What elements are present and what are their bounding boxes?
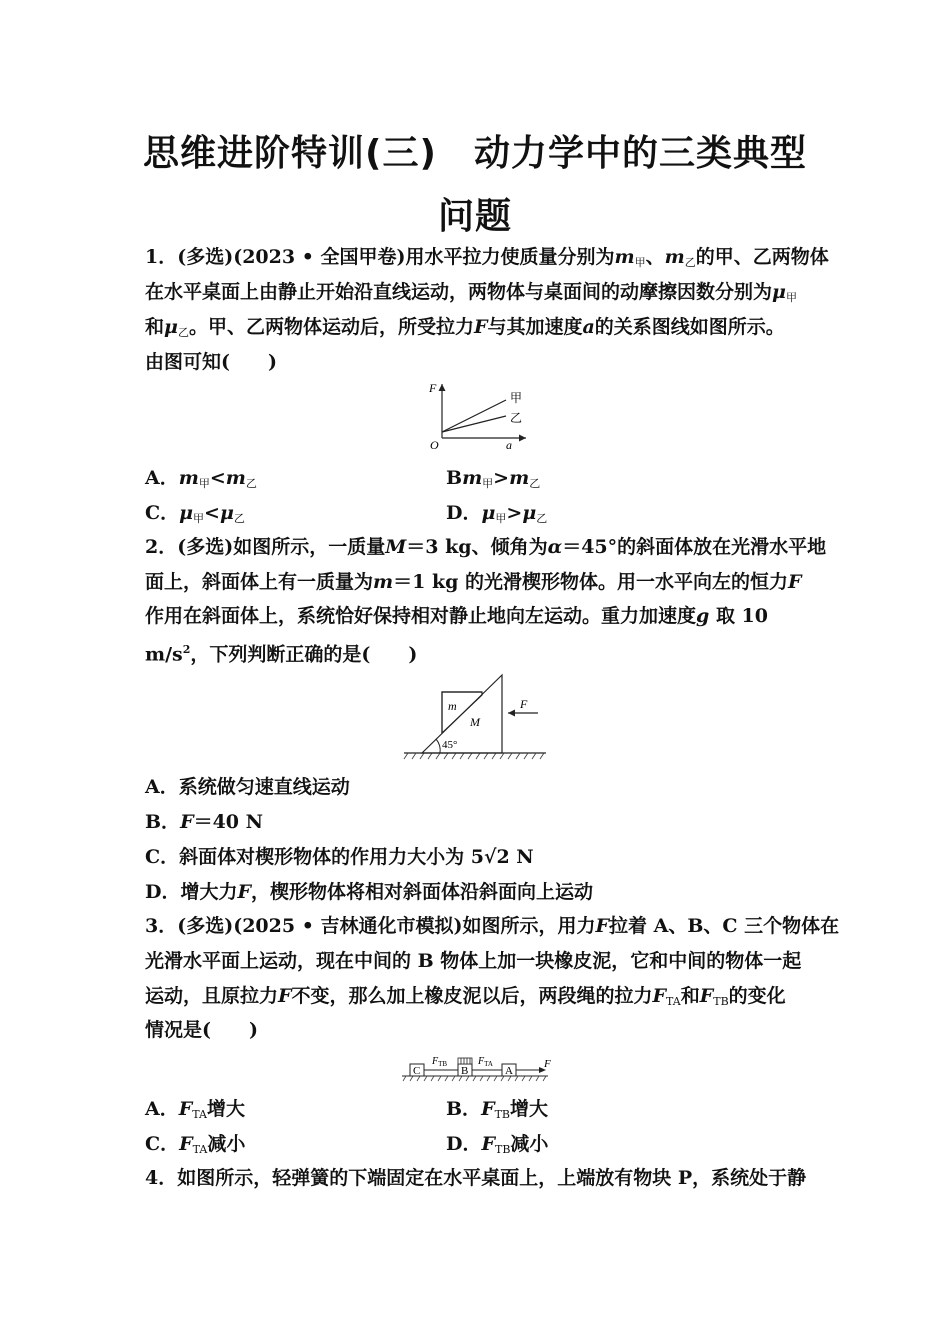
q2-line-1: 2．(多选)如图所示，一质量M＝3 kg、倾角为α＝45°的斜面体放在光滑水平地 (145, 536, 827, 558)
q1-option-d[interactable]: D．$\mu_甲>\mu_乙$ (446, 502, 548, 525)
q2-option-a[interactable]: A．系统做匀速直线运动 (145, 776, 350, 798)
q1-option-b[interactable]: $Bm_甲>m_乙$ (446, 467, 541, 490)
q1-option-a[interactable]: A．$m_甲<m_乙$ (145, 467, 257, 490)
q2-line-4: $m/s^2$，下列判断正确的是( ) (145, 643, 418, 666)
q1-graph-F: F (429, 381, 437, 395)
q3-label-c: C (413, 1065, 421, 1077)
q2-line-2: 面上，斜面体上有一质量为m＝1 kg 的光滑楔形物体。用一水平向左的恒力F (145, 571, 802, 593)
q3-label-f: F (544, 1058, 551, 1070)
q3-line-2: 光滑水平面上运动，现在中间的 B 物体上加一块橡皮泥，它和中间的物体一起 (145, 950, 802, 972)
q2-option-c[interactable]: C．斜面体对楔形物体的作用力大小为 5√2 N (145, 846, 534, 868)
page-title-continued: 问题 (437, 196, 512, 237)
q3-option-a[interactable]: A．$F_{TA}$增大 (145, 1098, 245, 1121)
q2-label-F: F (520, 697, 528, 711)
q2-line-3: 作用在斜面体上，系统恰好保持相对静止地向左运动。重力加速度g 取 10 (145, 605, 768, 627)
q1-option-c[interactable]: C．$\mu_甲<\mu_乙$ (145, 502, 245, 525)
q3-figure (398, 1050, 556, 1084)
q1-graph-jia: 甲 (510, 391, 523, 405)
q1-graph-O: O (430, 438, 439, 452)
q1-line-1: 1．(多选)(2023 • 全国甲卷)用水平拉力使质量分别为$m_甲$、$m_乙$的甲、乙两物体 (145, 246, 829, 269)
q1-line-yi (442, 416, 506, 432)
q3-label-b: B (461, 1065, 469, 1077)
q3-label-ftb: $F_{TB}$ (432, 1056, 448, 1068)
q3-option-c[interactable]: C．$F_{TA}$减小 (145, 1133, 246, 1156)
q2-label-M: M (470, 715, 480, 729)
q1-graph (420, 378, 540, 452)
q3-line-3: 运动，且原拉力F不变，那么加上橡皮泥以后，两段绳的拉力$F_{TA}$和$F_{TB}$的变化 (145, 985, 786, 1008)
q2-option-b[interactable]: B．F＝40 N (145, 811, 263, 833)
q3-line-4: 情况是( ) (145, 1019, 258, 1041)
q2-ground-hatch (404, 753, 544, 759)
q4-line-1: 4．如图所示，轻弹簧的下端固定在水平桌面上，上端放有物块 P，系统处于静 (145, 1167, 807, 1189)
q3-putty (458, 1058, 472, 1064)
q2-angle-arc (436, 739, 440, 753)
q3-line-1: 3．(多选)(2025 • 吉林通化市模拟)如图所示，用力F拉着 A、B、C 三个物体在 (145, 915, 840, 937)
q3-label-a: A (505, 1065, 513, 1077)
q2-figure (400, 670, 550, 762)
q1-line-4: 由图可知( ) (145, 351, 277, 373)
q1-graph-yi: 乙 (510, 411, 523, 425)
q1-line-2: 在水平桌面上由静止开始沿直线运动，两物体与桌面间的动摩擦因数分别为$\mu_甲$ (145, 281, 797, 304)
q3-ground-hatch (403, 1076, 546, 1081)
page-title: 思维进阶特训(三) 动力学中的三类典型 (143, 133, 807, 174)
q2-label-angle: 45° (442, 739, 458, 751)
q2-option-d[interactable]: D．增大力F，楔形物体将相对斜面体沿斜面向上运动 (145, 881, 593, 903)
q2-label-m: m (448, 699, 457, 713)
q3-option-b[interactable]: B．$F_{TB}$增大 (446, 1098, 548, 1121)
q3-option-d[interactable]: D．$F_{TB}$减小 (446, 1133, 549, 1156)
q1-line-jia (442, 400, 506, 432)
q1-line-3: 和$\mu_乙$。甲、乙两物体运动后，所受拉力F与其加速度a的关系图线如图所示。 (145, 316, 785, 339)
q1-graph-a: a (506, 438, 512, 452)
q3-label-fta: $F_{TA}$ (478, 1056, 493, 1068)
